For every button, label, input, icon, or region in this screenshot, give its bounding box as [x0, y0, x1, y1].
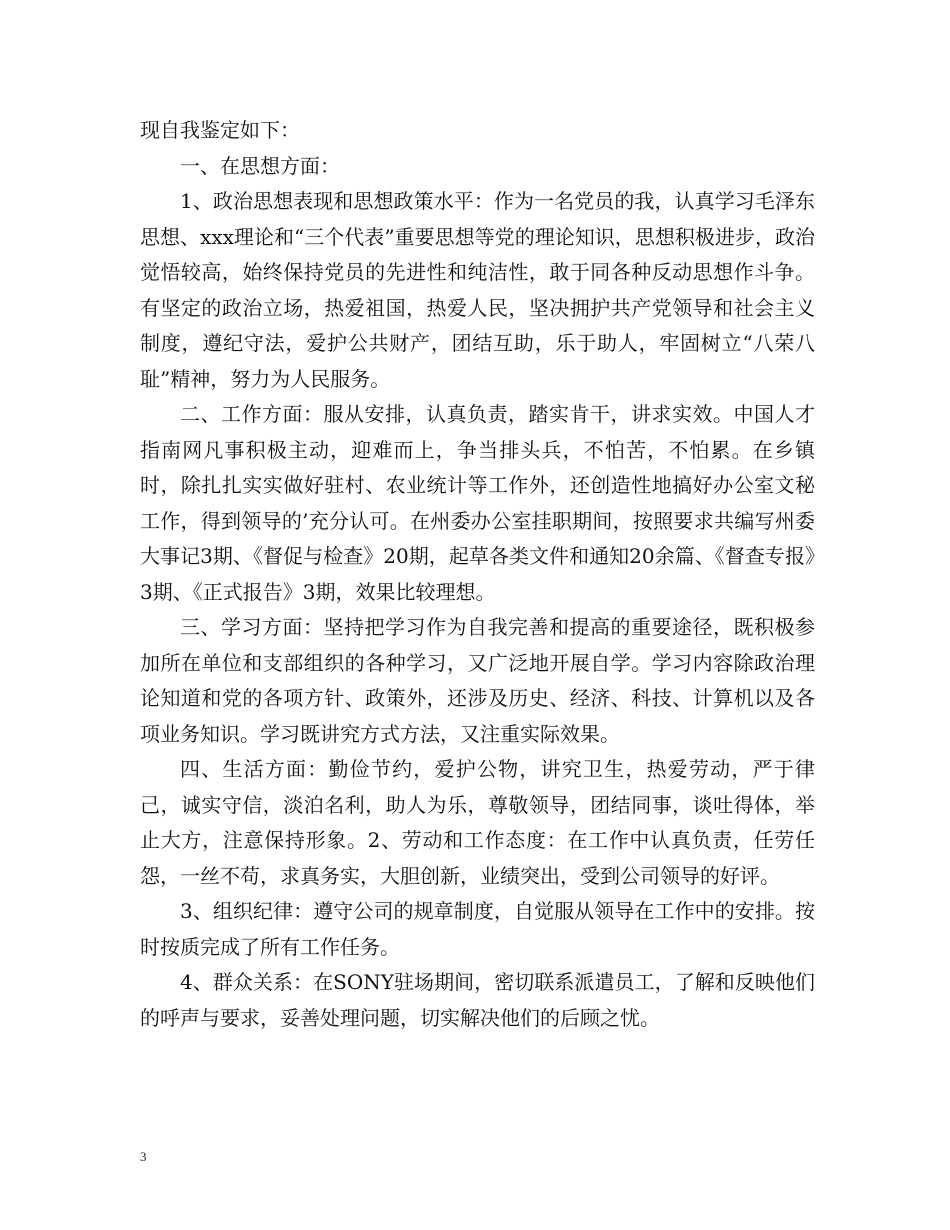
paragraph-political-thought: 1、政治思想表现和思想政策水平：作为一名党员的我，认真学习毛泽东思想、xxx理论和“三个代表”重要思想等党的理论知识，思想积极进步，政治觉悟较高，始终保持党员的先进性和纯洁性，敢于同各种反动思想作斗争。有坚定的政治立场，热爱祖国，热爱人民，坚决拥护共产党领导和社会主义制度，遵纪守法，爱护公共财产，团结互助，乐于助人，牢固树立“八荣八耻”精神，努力为人民服务。 — [140, 189, 815, 391]
paragraph-discipline: 3、组织纪律：遵守公司的规章制度，自觉服从领导在工作中的安排。按时按质完成了所有工作任务。 — [140, 899, 815, 959]
paragraph-intro: 现自我鉴定如下： — [140, 118, 300, 142]
paragraph-work: 二、工作方面：服从安排，认真负责，踏实肯干，讲求实效。中国人才指南网凡事积极主动，迎难而上，争当排头兵，不怕苦，不怕累。在乡镇时，除扎扎实实做好驻村、农业统计等工作外，还创造性地搞好办公室文秘工作，得到领导的’充分认可。在州委办公室挂职期间，按照要求共编写州委大事记3期、《督促与检查》20期，起草各类文件和通知20余篇、《督查专报》3期、《正式报告》3期，效果比较理想。 — [140, 402, 815, 604]
paragraph-relations: 4、群众关系：在SONY驻场期间，密切联系派遣员工，了解和反映他们的呼声与要求，妥善处理问题，切实解决他们的后顾之忧。 — [140, 970, 815, 1030]
paragraph-heading-thought: 一、在思想方面： — [180, 153, 340, 178]
document-body — [140, 113, 815, 1036]
paragraph-study: 三、学习方面：坚持把学习作为自我完善和提高的重要途径，既积极参加所在单位和支部组织的各种学习，又广泛地开展自学。学习内容除政治理论知道和党的各项方针、政策外，还涉及历史、经济、科技、计算机以及各项业务知识。学习既讲究方式方法，又注重实际效果。 — [140, 615, 815, 746]
paragraph-life: 四、生活方面：勤俭节约，爱护公物，讲究卫生，热爱劳动，严于律己，诚实守信，淡泊名利，助人为乐，尊敬领导，团结同事，谈吐得体，举止大方，注意保持形象。2、劳动和工作态度：在工作中认真负责，任劳任怨，一丝不苟，求真务实，大胆创新，业绩突出，受到公司领导的好评。 — [140, 757, 815, 888]
page-number: 3 — [140, 1149, 147, 1164]
